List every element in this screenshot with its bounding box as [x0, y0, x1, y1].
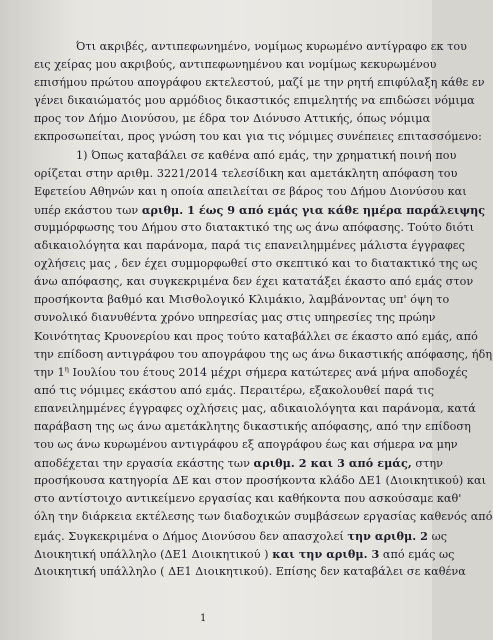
text-line: παράβαση της ως άνω αμετάκλητης δικαστικής απόφασης, από την επίδοση	[34, 419, 471, 433]
text-run: υπέρ εκάστου των	[34, 203, 142, 217]
text-run: Διοικητική υπάλληλο (ΔΕ1 Διοικητικού )	[34, 547, 273, 561]
superscript: η	[64, 364, 69, 373]
text-run: από εμάς ως	[379, 547, 455, 561]
text-line: επισήμου πρώτου απογράφου εκτελεστού, μαζί με την ρητή επιφύλαξη κάθε εν	[34, 76, 485, 90]
text-line: συνολικό διανυθέντα χρόνο υπηρεσίας μας στις υπηρεσίες της πρώην	[34, 311, 436, 325]
text-line: από τις νόμιμες εκάστου από εμάς. Περαιτέρω, εξακολουθεί παρά τις	[34, 383, 435, 397]
text-run: Ιουλίου του έτους 2014 μέχρι σήμερα κατώτερες ανά μήνα αποδοχές	[68, 365, 468, 379]
text-line: την επίδοση αντιγράφου του απογράφου της ως άνω δικαστικής απόφασης, ήδη	[34, 347, 493, 361]
text-line: γένει δικαιώματός μου αρμόδιος δικαστικός επιμελητής να επιδώσει νόμιμα	[34, 94, 475, 108]
text-run: αποδέχεται την εργασία εκάστης των	[34, 457, 254, 471]
text-line: εκπροσωπείται, προς γνώση του και για τις νόμιμες συνέπειες επιτασσόμενο:	[34, 130, 482, 144]
text-line: Διοικητική υπάλληλο ( ΔΕ1 Διοικητικού). Επίσης δεν καταβάλει σε καθένα	[34, 564, 466, 578]
bold-text: την αριθμ. 2	[347, 528, 428, 543]
text-line: επανειλημμένες έγγραφες οχλήσεις μας, αδικαιολόγητα και παράνομα, κατά	[34, 401, 476, 415]
text-line: άνω απόφασης, και συγκεκριμένα δεν έχει κατατάξει έκαστο από εμάς στον	[34, 275, 474, 289]
text-line: ορίζεται στην αριθμ. 3221/2014 τελεσίδικη και αμετάκλητη απόφαση του	[34, 166, 458, 180]
text-line: εις χείρας μου ακριβούς, αντιπεφωνημένου και νομίμως κεκυρωμένου	[34, 58, 437, 72]
text-line: οχλήσεις μας , δεν έχει συμμορφωθεί στο σκεπτικό και το διατακτικό της ως	[34, 257, 478, 271]
text-line: του ως άνω κυρωμένου αντιγράφου εξ απογράφου έως και σήμερα να μην	[34, 438, 458, 452]
bold-text: αριθμ. 2 και 3 από εμάς,	[253, 456, 412, 471]
document-body	[34, 38, 493, 581]
text-line: Ότι ακριβές, αντιπεφωνημένο, νομίμως κυρωμένο αντίγραφο εκ του	[76, 40, 467, 53]
text-run: εμάς. Συγκεκριμένα ο Δήμος Διονύσου δεν απασχολεί	[34, 529, 348, 543]
text-line: Κοινότητας Κρυονερίου και προς τούτο καταβάλλει σε έκαστο από εμάς, από	[34, 329, 478, 343]
bold-text: και την αριθμ. 3	[272, 546, 380, 561]
text-line: 1) Όπως καταβάλει σε καθένα από εμάς, την χρηματική ποινή που	[76, 148, 457, 162]
text-line: προσήκοντα βαθμό και Μισθολογικό Κλιμάκιο, λαμβάνοντας υπ' όψη το	[34, 293, 450, 307]
text-run: στην	[411, 457, 443, 471]
text-line: προς τον Δήμο Διονύσου, με έδρα τον Διόνυσο Αττικής, όπως νόμιμα	[34, 112, 431, 126]
text-line: όλη την διάρκεια εκτέλεσης των διαδοχικών συμβάσεων εργασίας καθενός από	[34, 510, 493, 524]
page-number: 1	[200, 613, 207, 624]
bold-text: αριθμ. 1 έως 9 από εμάς για κάθε ημέρα παράλειψης	[141, 202, 486, 217]
text-line: Εφετείου Αθηνών και η οποία απειλείται σε βάρος του Δήμου Διονύσου και	[34, 184, 467, 198]
text-line: στο αντίστοιχο αντικείμενο εργασίας και καθήκοντα που ασκούσαμε καθ'	[34, 492, 462, 506]
text-line	[34, 454, 443, 472]
text-line	[34, 364, 468, 382]
text-line	[34, 545, 455, 563]
text-line: συμμόρφωσης του Δήμου στο διατακτικό της ως άνω απόφασης. Τούτο διότι	[34, 220, 475, 234]
text-line: προσήκουσα κατηγορία ΔΕ και στον προσήκοντα κλάδο ΔΕ1 (Διοικητικού) και	[34, 474, 486, 488]
text-line: αδικαιολόγητα και παράνομα, παρά τις επανειλημμένες μάλιστα έγγραφες	[34, 239, 465, 253]
text-run: ως	[428, 529, 448, 543]
text-line	[34, 527, 448, 545]
text-run: την 1	[34, 365, 65, 379]
text-line	[34, 201, 486, 219]
